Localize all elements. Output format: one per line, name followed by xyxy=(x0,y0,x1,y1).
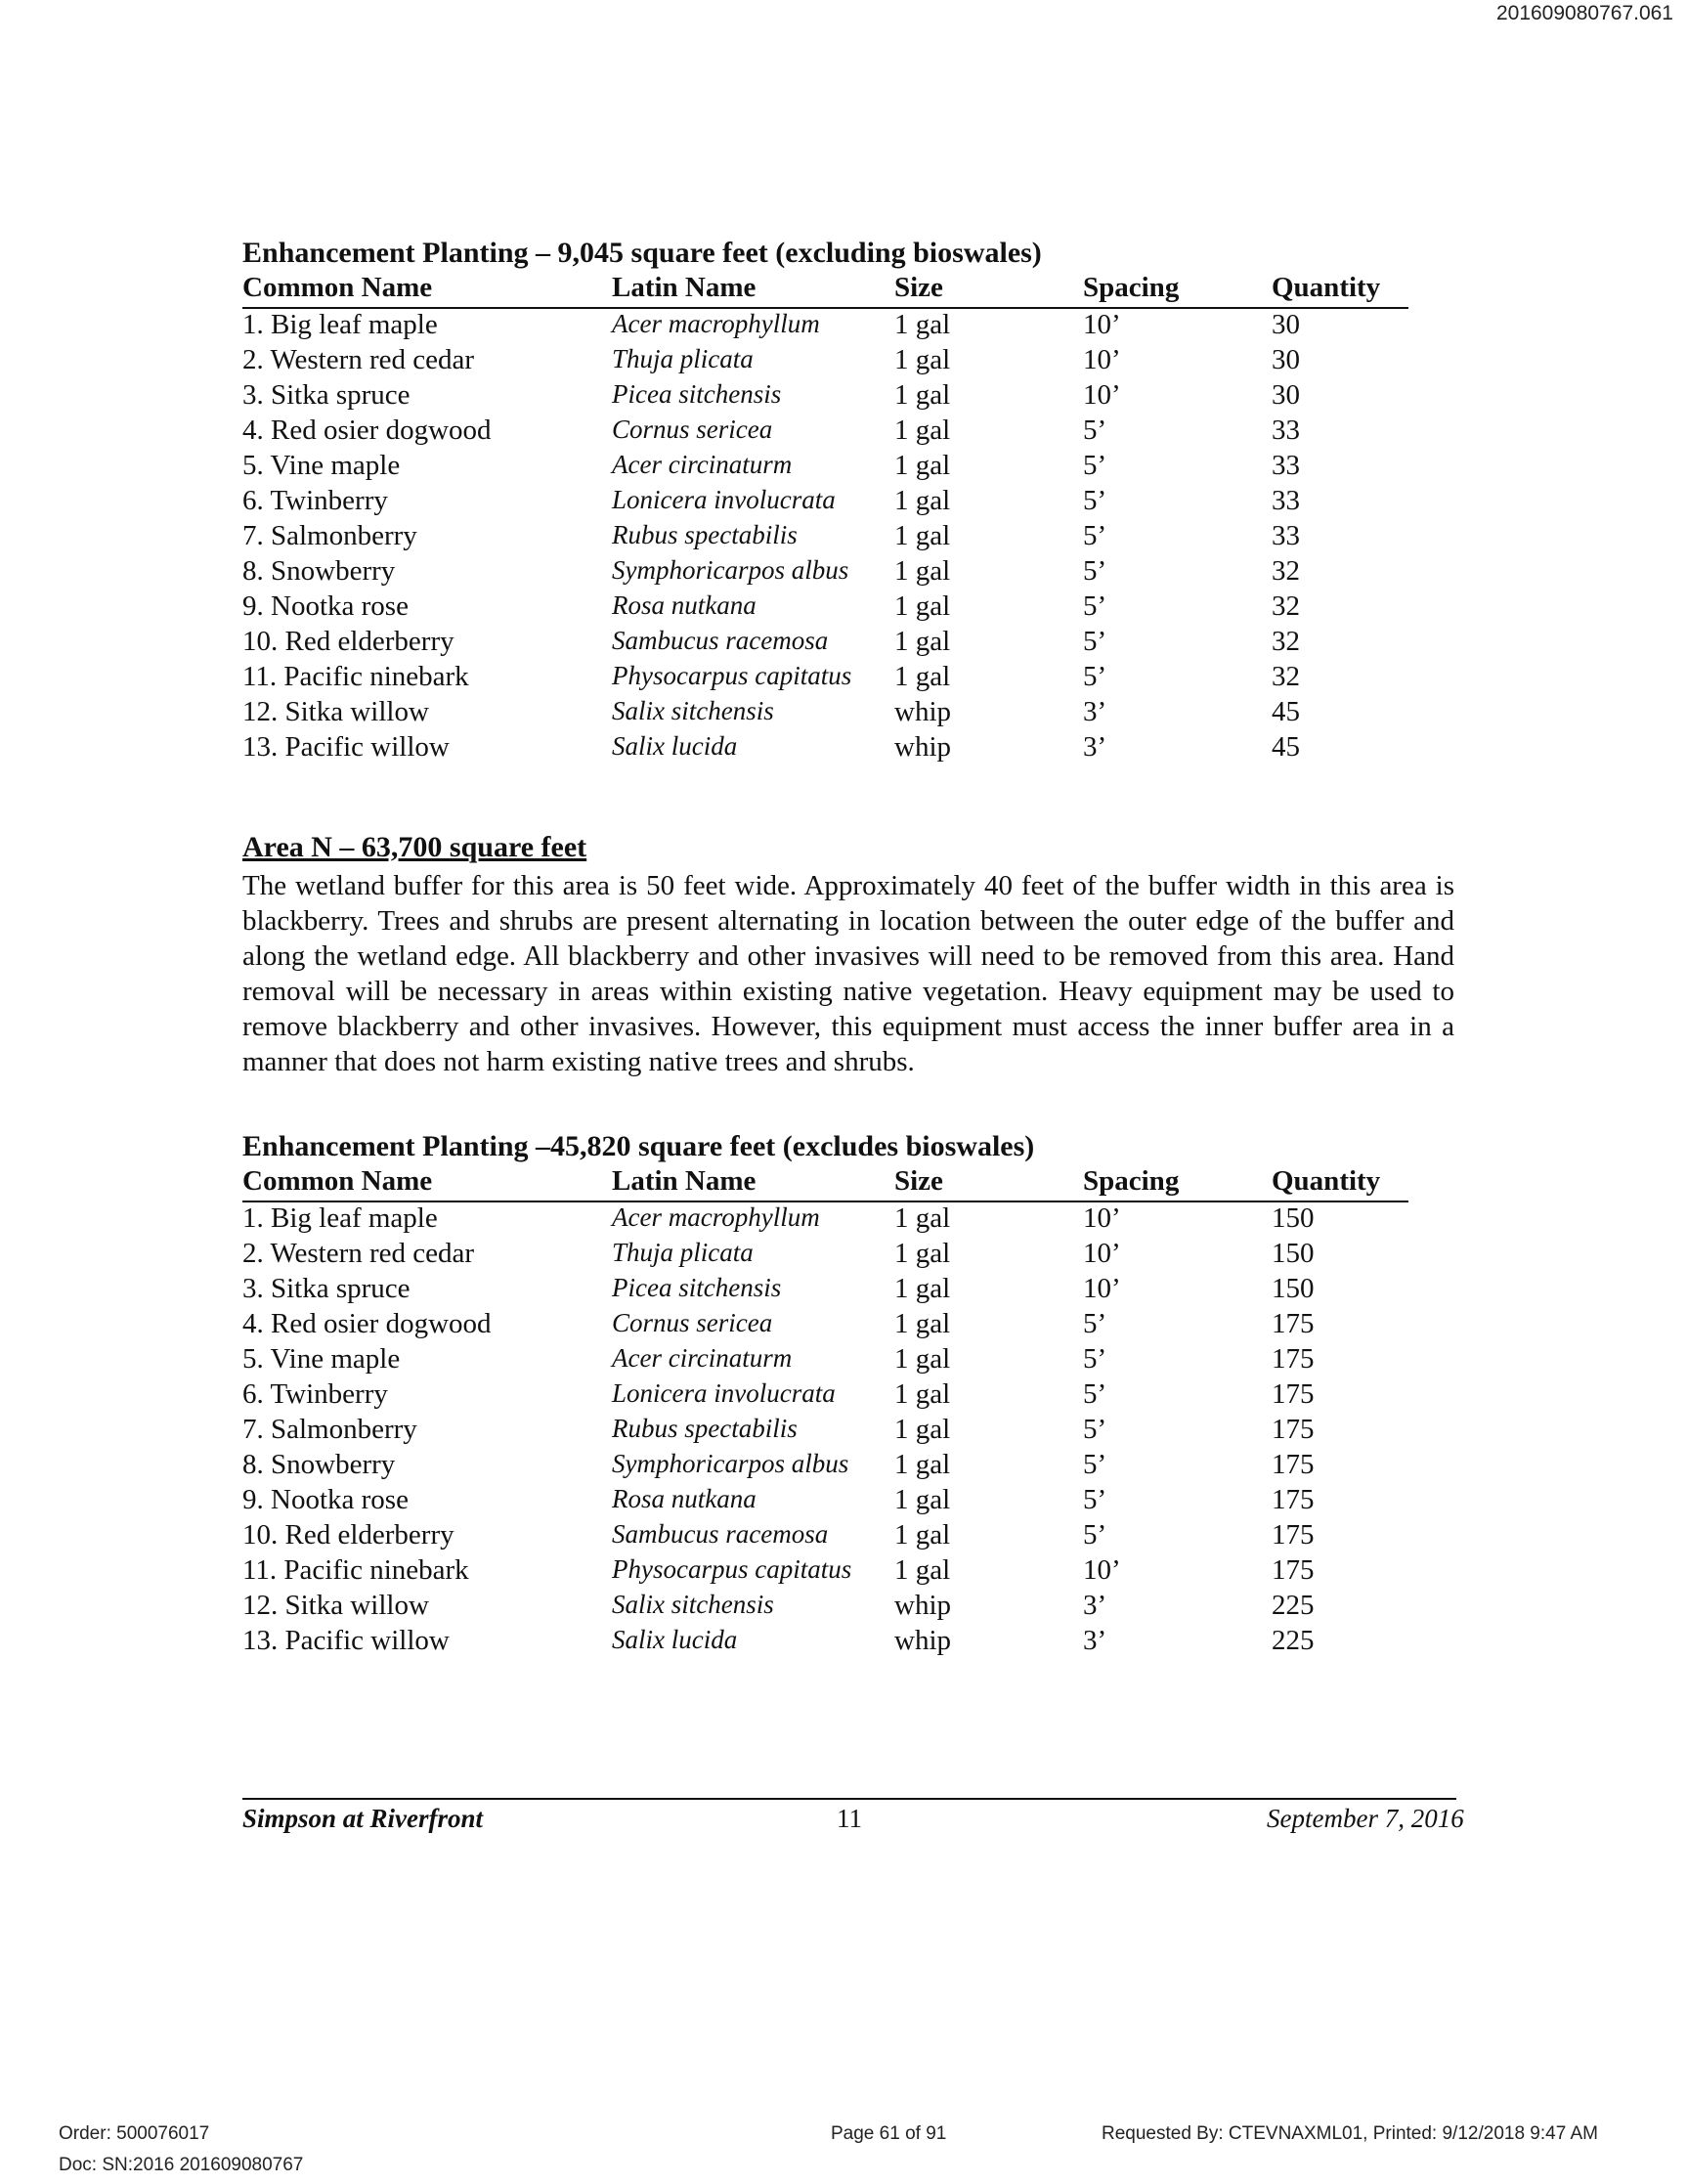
order-number: Order: 500076017 xyxy=(59,2123,210,2144)
quantity-cell: 175 xyxy=(1272,1378,1315,1410)
table-row xyxy=(242,1554,1464,1590)
table-row xyxy=(242,696,1464,731)
table-row xyxy=(242,379,1464,415)
table-row xyxy=(242,344,1464,379)
header-spacing: Spacing xyxy=(1083,1165,1272,1202)
quantity-cell: 33 xyxy=(1272,485,1300,516)
common-name-cell: 4. Red osier dogwood xyxy=(242,415,492,446)
size-cell: 1 gal xyxy=(894,485,951,516)
size-cell: 1 gal xyxy=(894,1484,951,1515)
footer-page-number: 11 xyxy=(837,1804,862,1833)
quantity-cell: 30 xyxy=(1272,344,1300,375)
common-name-cell: 3. Sitka spruce xyxy=(242,1273,411,1304)
spacing-cell: 10’ xyxy=(1083,344,1121,375)
table-row xyxy=(242,1449,1464,1484)
common-name-cell: 6. Twinberry xyxy=(242,485,388,516)
table-row xyxy=(242,1484,1464,1519)
common-name-cell: 2. Western red cedar xyxy=(242,344,475,375)
size-cell: whip xyxy=(894,1625,951,1656)
size-cell: 1 gal xyxy=(894,626,951,657)
table2-title: Enhancement Planting –45,820 square feet (excludes bioswales) xyxy=(242,1130,1035,1162)
common-name-cell: 7. Salmonberry xyxy=(242,520,417,551)
quantity-cell: 30 xyxy=(1272,309,1300,340)
common-name-cell: 12. Sitka willow xyxy=(242,1590,429,1621)
quantity-cell: 175 xyxy=(1272,1308,1315,1339)
common-name-cell: 3. Sitka spruce xyxy=(242,379,411,411)
spacing-cell: 5’ xyxy=(1083,1343,1107,1375)
spacing-cell: 3’ xyxy=(1083,696,1107,727)
header-quantity: Quantity xyxy=(1272,272,1408,309)
quantity-cell: 150 xyxy=(1272,1273,1315,1304)
latin-name-cell: Lonicera involucrata xyxy=(612,1378,836,1408)
footer-date: September 7, 2016 xyxy=(1267,1804,1464,1833)
common-name-cell: 7. Salmonberry xyxy=(242,1414,417,1445)
table-row xyxy=(242,555,1464,590)
latin-name-cell: Lonicera involucrata xyxy=(612,485,836,514)
latin-name-cell: Symphoricarpos albus xyxy=(612,555,849,585)
header-size: Size xyxy=(894,272,1083,309)
latin-name-cell: Acer circinaturm xyxy=(612,450,793,479)
spacing-cell: 5’ xyxy=(1083,555,1107,587)
header-quantity: Quantity xyxy=(1272,1165,1408,1202)
table-row xyxy=(242,1308,1464,1343)
size-cell: 1 gal xyxy=(894,309,951,340)
table-row xyxy=(242,485,1464,520)
size-cell: 1 gal xyxy=(894,555,951,587)
table-row xyxy=(242,731,1464,766)
latin-name-cell: Rosa nutkana xyxy=(612,590,757,620)
common-name-cell: 10. Red elderberry xyxy=(242,626,454,657)
table-row xyxy=(242,1414,1464,1449)
size-cell: 1 gal xyxy=(894,661,951,692)
size-cell: 1 gal xyxy=(894,1273,951,1304)
latin-name-cell: Sambucus racemosa xyxy=(612,626,829,655)
page-of-total: Page 61 of 91 xyxy=(831,2123,947,2144)
latin-name-cell: Physocarpus capitatus xyxy=(612,1554,852,1584)
latin-name-cell: Acer macrophyllum xyxy=(612,309,820,338)
spacing-cell: 5’ xyxy=(1083,415,1107,446)
spacing-cell: 10’ xyxy=(1083,309,1121,340)
latin-name-cell: Physocarpus capitatus xyxy=(612,661,852,690)
quantity-cell: 32 xyxy=(1272,661,1300,692)
table-row xyxy=(242,1519,1464,1554)
table-row xyxy=(242,1238,1464,1273)
table1-header xyxy=(242,272,1464,309)
size-cell: 1 gal xyxy=(894,1519,951,1551)
common-name-cell: 6. Twinberry xyxy=(242,1378,388,1410)
table-row xyxy=(242,1378,1464,1414)
size-cell: whip xyxy=(894,1590,951,1621)
size-cell: 1 gal xyxy=(894,1378,951,1410)
quantity-cell: 33 xyxy=(1272,450,1300,481)
spacing-cell: 5’ xyxy=(1083,590,1107,622)
common-name-cell: 5. Vine maple xyxy=(242,1343,401,1375)
common-name-cell: 4. Red osier dogwood xyxy=(242,1308,492,1339)
latin-name-cell: Rosa nutkana xyxy=(612,1484,757,1513)
quantity-cell: 32 xyxy=(1272,626,1300,657)
latin-name-cell: Rubus spectabilis xyxy=(612,520,798,549)
latin-name-cell: Salix sitchensis xyxy=(612,1590,774,1619)
quantity-cell: 150 xyxy=(1272,1238,1315,1269)
latin-name-cell: Salix sitchensis xyxy=(612,696,774,725)
size-cell: 1 gal xyxy=(894,590,951,622)
spacing-cell: 5’ xyxy=(1083,1378,1107,1410)
spacing-cell: 5’ xyxy=(1083,1449,1107,1480)
header-spacing: Spacing xyxy=(1083,272,1272,309)
common-name-cell: 10. Red elderberry xyxy=(242,1519,454,1551)
common-name-cell: 9. Nootka rose xyxy=(242,590,409,622)
footer-rule xyxy=(242,1798,1456,1800)
size-cell: 1 gal xyxy=(894,415,951,446)
spacing-cell: 10’ xyxy=(1083,1554,1121,1586)
latin-name-cell: Picea sitchensis xyxy=(612,379,782,409)
requested-by: Requested By: CTEVNAXML01, Printed: 9/12/2018 9:47 AM xyxy=(1102,2123,1599,2144)
header-common-name: Common Name xyxy=(242,272,612,309)
table-row xyxy=(242,1273,1464,1308)
common-name-cell: 1. Big leaf maple xyxy=(242,1202,438,1234)
table2-header xyxy=(242,1165,1464,1202)
latin-name-cell: Rubus spectabilis xyxy=(612,1414,798,1443)
size-cell: 1 gal xyxy=(894,1238,951,1269)
table2-body xyxy=(242,1202,1464,1660)
table-row xyxy=(242,626,1464,661)
header-size: Size xyxy=(894,1165,1083,1202)
spacing-cell: 5’ xyxy=(1083,1484,1107,1515)
spacing-cell: 5’ xyxy=(1083,1414,1107,1445)
table-row xyxy=(242,590,1464,626)
size-cell: 1 gal xyxy=(894,344,951,375)
size-cell: whip xyxy=(894,696,951,727)
table-row xyxy=(242,1202,1464,1238)
quantity-cell: 175 xyxy=(1272,1343,1315,1375)
latin-name-cell: Thuja plicata xyxy=(612,344,754,373)
common-name-cell: 5. Vine maple xyxy=(242,450,401,481)
footer-project-name: Simpson at Riverfront xyxy=(242,1804,484,1833)
quantity-cell: 175 xyxy=(1272,1519,1315,1551)
size-cell: 1 gal xyxy=(894,1449,951,1480)
common-name-cell: 1. Big leaf maple xyxy=(242,309,438,340)
latin-name-cell: Cornus sericea xyxy=(612,415,773,444)
table-row xyxy=(242,450,1464,485)
latin-name-cell: Acer circinaturm xyxy=(612,1343,793,1373)
quantity-cell: 225 xyxy=(1272,1590,1315,1621)
spacing-cell: 10’ xyxy=(1083,379,1121,411)
quantity-cell: 175 xyxy=(1272,1414,1315,1445)
page-content xyxy=(242,235,1464,1660)
quantity-cell: 33 xyxy=(1272,415,1300,446)
common-name-cell: 11. Pacific ninebark xyxy=(242,661,469,692)
area-n-paragraph: The wetland buffer for this area is 50 feet wide. Approximately 40 feet of the buffer width in this area is blackberry. Trees and shrubs are present alternating in location between the outer edge of the buffer and along the wetland edge. All blackberry and other invasives will need to be removed from this area. Hand removal will be necessary in areas within existing native vegetation. Heavy equipment may be used to remove blackberry and other invasives. However, this equipment must access the inner buffer area in a manner that does not harm existing native trees and shrubs. xyxy=(242,870,1454,1077)
table-row xyxy=(242,309,1464,344)
table-row xyxy=(242,415,1464,450)
latin-name-cell: Cornus sericea xyxy=(612,1308,773,1337)
spacing-cell: 3’ xyxy=(1083,1590,1107,1621)
size-cell: 1 gal xyxy=(894,1554,951,1586)
spacing-cell: 5’ xyxy=(1083,1308,1107,1339)
table-row xyxy=(242,520,1464,555)
latin-name-cell: Salix lucida xyxy=(612,1625,738,1654)
size-cell: 1 gal xyxy=(894,1414,951,1445)
header-latin-name: Latin Name xyxy=(612,272,894,309)
common-name-cell: 13. Pacific willow xyxy=(242,731,450,763)
quantity-cell: 150 xyxy=(1272,1202,1315,1234)
quantity-cell: 175 xyxy=(1272,1554,1315,1586)
size-cell: 1 gal xyxy=(894,520,951,551)
quantity-cell: 32 xyxy=(1272,555,1300,587)
common-name-cell: 12. Sitka willow xyxy=(242,696,429,727)
size-cell: 1 gal xyxy=(894,379,951,411)
quantity-cell: 45 xyxy=(1272,731,1300,763)
spacing-cell: 5’ xyxy=(1083,1519,1107,1551)
spacing-cell: 5’ xyxy=(1083,485,1107,516)
table-row xyxy=(242,661,1464,696)
header-common-name: Common Name xyxy=(242,1165,612,1202)
latin-name-cell: Acer macrophyllum xyxy=(612,1202,820,1232)
table1-title: Enhancement Planting – 9,045 square feet (excluding bioswales) xyxy=(242,237,1042,269)
document-id-stamp: 201609080767.061 xyxy=(1495,2,1673,24)
common-name-cell: 2. Western red cedar xyxy=(242,1238,475,1269)
quantity-cell: 33 xyxy=(1272,520,1300,551)
latin-name-cell: Sambucus racemosa xyxy=(612,1519,829,1549)
size-cell: 1 gal xyxy=(894,1308,951,1339)
spacing-cell: 10’ xyxy=(1083,1202,1121,1234)
quantity-cell: 225 xyxy=(1272,1625,1315,1656)
table1-body xyxy=(242,309,1464,766)
doc-number: Doc: SN:2016 201609080767 xyxy=(59,2155,304,2175)
spacing-cell: 5’ xyxy=(1083,661,1107,692)
spacing-cell: 5’ xyxy=(1083,450,1107,481)
quantity-cell: 30 xyxy=(1272,379,1300,411)
table-row xyxy=(242,1590,1464,1625)
latin-name-cell: Picea sitchensis xyxy=(612,1273,782,1302)
latin-name-cell: Salix lucida xyxy=(612,731,738,761)
spacing-cell: 3’ xyxy=(1083,731,1107,763)
latin-name-cell: Symphoricarpos albus xyxy=(612,1449,849,1478)
latin-name-cell: Thuja plicata xyxy=(612,1238,754,1267)
size-cell: 1 gal xyxy=(894,450,951,481)
size-cell: 1 gal xyxy=(894,1202,951,1234)
quantity-cell: 175 xyxy=(1272,1449,1315,1480)
size-cell: whip xyxy=(894,731,951,763)
common-name-cell: 13. Pacific willow xyxy=(242,1625,450,1656)
common-name-cell: 8. Snowberry xyxy=(242,555,396,587)
quantity-cell: 32 xyxy=(1272,590,1300,622)
common-name-cell: 9. Nootka rose xyxy=(242,1484,409,1515)
spacing-cell: 5’ xyxy=(1083,520,1107,551)
area-n-title: Area N – 63,700 square feet xyxy=(242,831,587,863)
spacing-cell: 3’ xyxy=(1083,1625,1107,1656)
header-latin-name: Latin Name xyxy=(612,1165,894,1202)
spacing-cell: 5’ xyxy=(1083,626,1107,657)
quantity-cell: 45 xyxy=(1272,696,1300,727)
spacing-cell: 10’ xyxy=(1083,1238,1121,1269)
table-row xyxy=(242,1343,1464,1378)
spacing-cell: 10’ xyxy=(1083,1273,1121,1304)
size-cell: 1 gal xyxy=(894,1343,951,1375)
quantity-cell: 175 xyxy=(1272,1484,1315,1515)
common-name-cell: 8. Snowberry xyxy=(242,1449,396,1480)
table-row xyxy=(242,1625,1464,1660)
common-name-cell: 11. Pacific ninebark xyxy=(242,1554,469,1586)
